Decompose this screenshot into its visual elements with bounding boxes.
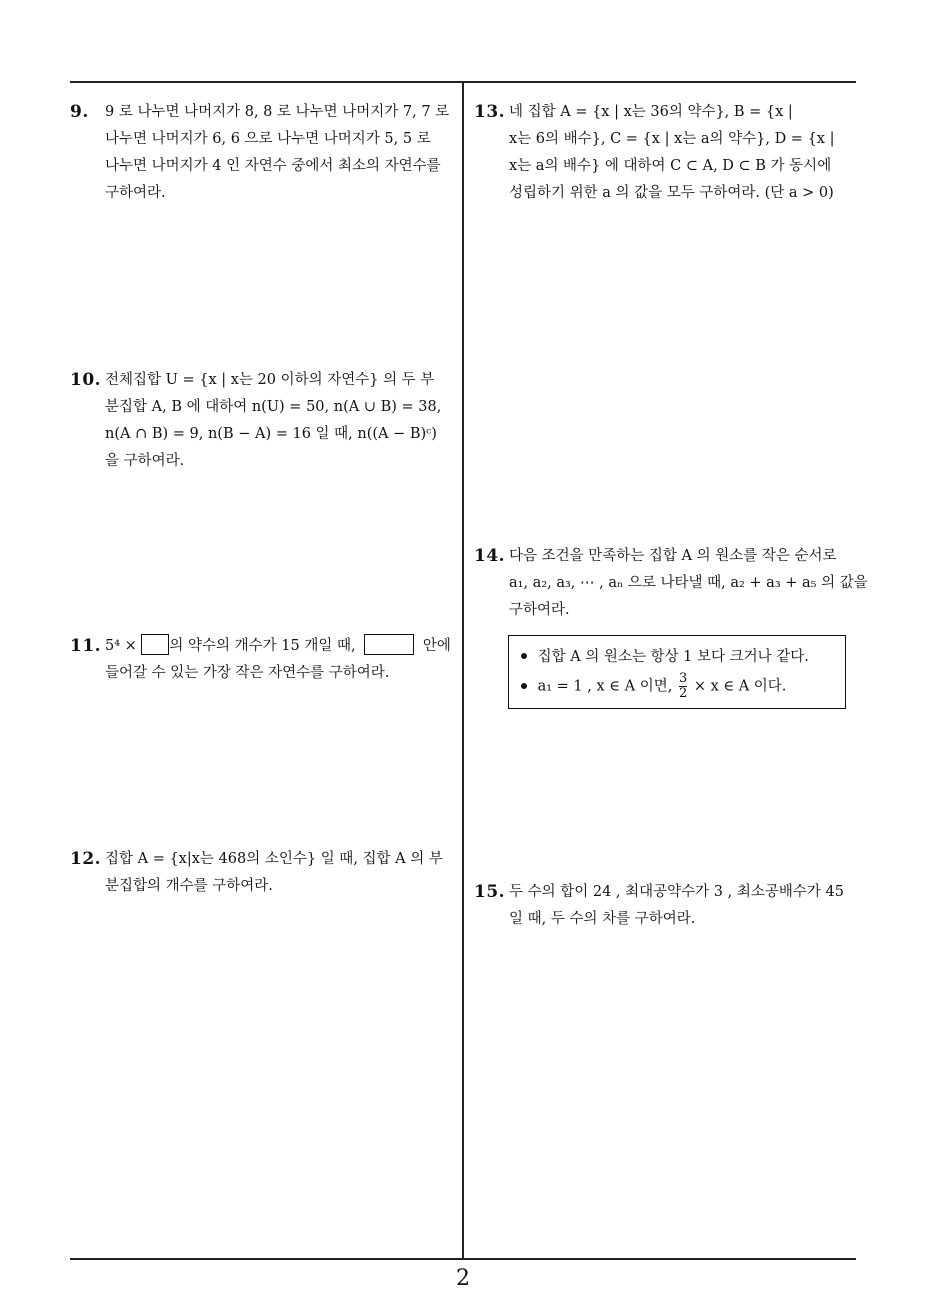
problem-number: 14.	[474, 546, 506, 566]
problem-12	[70, 846, 460, 900]
condition-text: × x ∈ A 이다.	[693, 678, 787, 695]
problem-number: 9.	[70, 102, 89, 122]
problem-line: 일 때, 두 수의 차를 구하여라.	[509, 911, 696, 927]
problem-line: 성립하기 위한 a 의 값을 모두 구하여라. (단 a > 0)	[509, 185, 834, 201]
problem-10	[70, 367, 460, 475]
problem-number: 12.	[70, 849, 102, 869]
problem-text	[105, 99, 460, 207]
problem-line: 9 로 나누면 나머지가 8, 8 로 나누면 나머지가 7, 7 로	[105, 104, 450, 120]
problem-text	[509, 99, 859, 207]
problem-line: 집합 A = {x|x는 468의 소인수} 일 때, 집합 A 의 부	[105, 851, 443, 867]
problem-line: 다음 조건을 만족하는 집합 A 의 원소를 작은 순서로	[509, 548, 837, 564]
bottom-rule	[70, 1258, 856, 1260]
bullet-icon	[521, 683, 527, 689]
problem-line: n(A ∩ B) = 9, n(B − A) = 16 일 때, n((A − B)ᶜ)	[105, 426, 437, 442]
fraction-denominator: 2	[678, 686, 688, 701]
condition-item	[521, 672, 845, 701]
problem-line: x는 6의 배수}, C = {x | x는 a의 약수}, D = {x |	[509, 131, 835, 147]
bullet-icon	[521, 653, 527, 659]
condition-item	[521, 644, 845, 670]
problem-line: x는 a의 배수} 에 대하여 C ⊂ A, D ⊂ B 가 동시에	[509, 158, 832, 174]
problem-line: 구하여라.	[105, 185, 166, 201]
problem-number: 10.	[70, 370, 102, 390]
problem-11	[70, 633, 460, 687]
problem-line: 을 구하여라.	[105, 453, 185, 469]
answer-blank-box	[364, 634, 414, 655]
problem-line: 들어갈 수 있는 가장 작은 자연수를 구하여라.	[105, 665, 390, 681]
column-divider	[462, 83, 464, 1258]
problem-text-part: 안에	[422, 638, 451, 654]
fraction	[679, 672, 687, 701]
problem-line: 네 집합 A = {x | x는 36의 약수}, B = {x |	[509, 104, 793, 120]
problem-number: 11.	[70, 636, 102, 656]
problem-text	[509, 879, 859, 933]
problem-line: 전체집합 U = {x | x는 20 이하의 자연수} 의 두 부	[105, 372, 435, 388]
answer-blank-box	[141, 634, 169, 655]
page-number: 2	[456, 1266, 470, 1291]
problem-15	[474, 879, 859, 933]
problem-13	[474, 99, 859, 207]
problem-text-part: 5⁴ ×	[105, 638, 137, 654]
problem-line: 나누면 나머지가 4 인 자연수 중에서 최소의 자연수를	[105, 158, 441, 174]
problem-line: a₁, a₂, a₃, ⋯ , aₙ 으로 나타낼 때, a₂ + a₃ + a₅ 의 값을	[509, 575, 868, 591]
condition-text: a₁ = 1 , x ∈ A 이면,	[537, 678, 673, 695]
problem-text-part: 의 약수의 개수가 15 개일 때,	[169, 638, 356, 654]
problem-line: 구하여라.	[509, 602, 570, 618]
problem-line: 분집합의 개수를 구하여라.	[105, 878, 273, 894]
condition-box	[508, 635, 846, 709]
problem-line: 나누면 나머지가 6, 6 으로 나누면 나머지가 5, 5 로	[105, 131, 431, 147]
problem-line: 분집합 A, B 에 대하여 n(U) = 50, n(A ∪ B) = 38,	[105, 399, 442, 415]
problem-text	[105, 846, 460, 900]
problem-number: 13.	[474, 102, 506, 122]
problem-14	[474, 543, 868, 624]
problem-text	[105, 633, 460, 687]
problem-text	[105, 367, 460, 475]
problem-line: 두 수의 합이 24 , 최대공약수가 3 , 최소공배수가 45	[509, 884, 844, 900]
problem-number: 15.	[474, 882, 506, 902]
problem-9	[70, 99, 460, 207]
fraction-numerator: 3	[678, 671, 688, 686]
problem-text	[509, 543, 868, 624]
condition-text: 집합 A 의 원소는 항상 1 보다 크거나 같다.	[537, 649, 809, 665]
